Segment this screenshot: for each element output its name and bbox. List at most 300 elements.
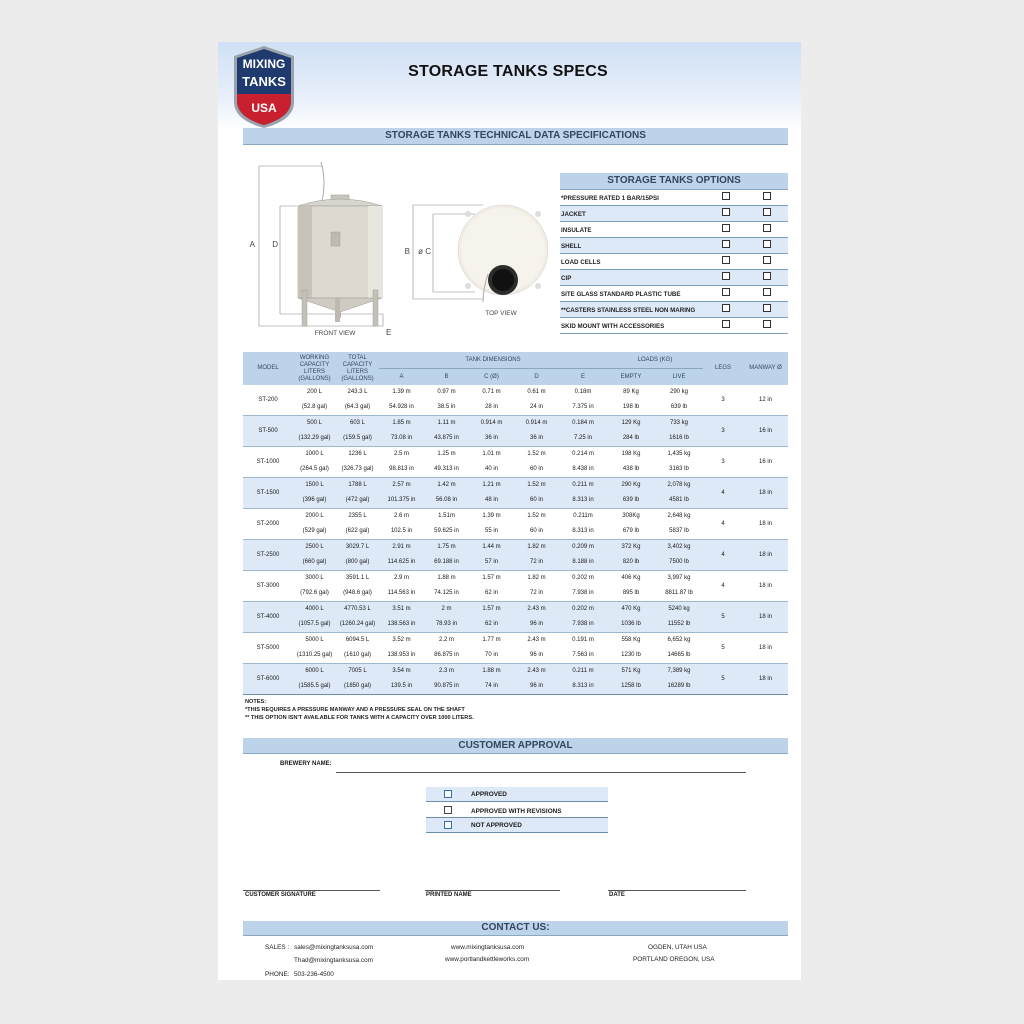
table-cell: 0.97 m <box>437 389 456 395</box>
option-label: JACKET <box>561 211 586 218</box>
table-cell: (326.73 gal) <box>336 462 379 478</box>
option-checkbox[interactable] <box>722 272 730 280</box>
table-row <box>243 664 788 680</box>
contact-section-header: CONTACT US: <box>243 921 788 936</box>
table-cell: 8.438 in <box>559 462 607 478</box>
table-cell: (1850 gal) <box>336 679 379 695</box>
table-cell: 1.85 m <box>379 416 424 432</box>
table-cell: 2,078 kg <box>655 478 703 494</box>
table-cell: 57 in <box>469 555 514 571</box>
table-cell: 59.625 in <box>424 524 469 540</box>
notes <box>245 698 474 722</box>
website-link[interactable]: www.portlandkettleworks.com <box>445 956 530 963</box>
location-portland: PORTLAND OREGON, USA <box>633 956 715 963</box>
table-cell: 0.202 m <box>559 602 607 618</box>
table-cell: 1258 lb <box>607 679 655 695</box>
table-cell: (132.29 gal) <box>293 431 336 447</box>
table-cell: 1.52 m <box>527 513 546 519</box>
printed-name-label: PRINTED NAME <box>426 892 472 898</box>
table-cell: 70 in <box>469 648 514 664</box>
table-cell: 89 Kg <box>623 389 639 395</box>
table-cell: 72 in <box>514 586 559 602</box>
table-cell: 2.9 m <box>393 575 409 581</box>
table-cell: 49.313 in <box>424 462 469 478</box>
table-cell: 1.82 m <box>527 575 546 581</box>
not-approved-checkbox[interactable] <box>444 821 452 829</box>
header-manway: MANWAY Ø <box>743 352 788 385</box>
table-cell-model: ST-3000 <box>243 571 293 602</box>
table-cell: 11552 lb <box>655 617 703 633</box>
table-cell-model: ST-500 <box>243 416 293 447</box>
table-cell: 36 in <box>514 431 559 447</box>
table-cell: 0.61 m <box>527 389 546 395</box>
dim-label-b: B <box>404 247 410 256</box>
option-row <box>560 222 788 238</box>
spec-sheet-page <box>218 42 801 980</box>
option-label: SKID MOUNT WITH ACCESSORIES <box>561 323 665 330</box>
table-cell: (472 gal) <box>336 493 379 509</box>
option-checkbox[interactable] <box>763 288 771 296</box>
table-cell: 733 kg <box>655 416 703 432</box>
table-cell: 2.5 m <box>393 451 409 457</box>
table-cell: 7005 L <box>336 664 379 680</box>
table-cell: 470 Kg <box>607 602 655 618</box>
table-cell: 820 lb <box>607 555 655 571</box>
option-checkbox[interactable] <box>763 208 771 216</box>
table-cell-model: ST-2500 <box>243 540 293 571</box>
table-cell: 129 Kg <box>607 416 655 432</box>
table-cell: 62 in <box>469 617 514 633</box>
table-cell: 3,402 kg <box>655 540 703 556</box>
table-cell: 7500 lb <box>655 555 703 571</box>
option-label: *PRESSURE RATED 1 BAR/15PSI <box>561 195 659 202</box>
table-cell-manway: 18 in <box>743 633 788 664</box>
front-view-label: FRONT VIEW <box>314 330 356 337</box>
table-cell: 96 in <box>514 648 559 664</box>
table-row <box>243 416 788 432</box>
option-checkbox[interactable] <box>722 320 730 328</box>
table-cell: 1.42 m <box>424 478 469 494</box>
table-cell-model: ST-1500 <box>243 478 293 509</box>
approval-option-not-approved[interactable] <box>426 817 608 833</box>
table-cell: 2500 L <box>293 540 336 556</box>
table-cell: 2.6 m <box>393 513 409 519</box>
table-cell: 0.211m <box>573 513 593 519</box>
option-row <box>560 286 788 302</box>
table-cell: 406 Kg <box>621 575 641 581</box>
date-field[interactable] <box>608 890 746 891</box>
table-cell: 558 Kg <box>621 637 641 643</box>
table-cell-legs: 3 <box>703 447 743 478</box>
table-cell: 8.313 in <box>559 679 607 695</box>
table-cell: 0.184 m <box>559 416 607 432</box>
phone-number: 503-236-4500 <box>294 971 334 978</box>
table-cell: 6,652 kg <box>667 637 691 643</box>
table-cell: 571 Kg <box>607 664 655 680</box>
website-link[interactable]: www.mixingtanksusa.com <box>451 944 525 951</box>
table-cell: 243.3 L <box>347 389 368 395</box>
table-cell: 74.125 in <box>424 586 469 602</box>
table-cell: 48 in <box>469 493 514 509</box>
spec-table-body <box>243 385 788 695</box>
table-cell: 1.75 m <box>424 540 469 556</box>
page-title: STORAGE TANKS SPECS <box>408 63 608 80</box>
table-cell: 5000 L <box>305 637 324 643</box>
spec-section-header: STORAGE TANKS TECHNICAL DATA SPECIFICATIONS <box>243 128 788 145</box>
customer-signature-label: CUSTOMER SIGNATURE <box>245 892 316 898</box>
option-label: SITE GLASS STANDARD PLASTIC TUBE <box>561 291 681 298</box>
table-cell-legs: 5 <box>703 633 743 664</box>
table-cell: 56.08 in <box>424 493 469 509</box>
table-cell: 0.914 m <box>514 416 559 432</box>
option-label: LOAD CELLS <box>561 259 601 266</box>
table-cell: 1,435 kg <box>667 451 691 457</box>
note-line: ** THIS OPTION ISN'T AVAILABLE FOR TANKS WITH A CAPACITY OVER 1000 LITERS. <box>245 715 474 721</box>
header-a: A <box>379 369 424 386</box>
table-cell: 0.71 m <box>482 389 501 395</box>
header-live: LIVE <box>655 369 703 386</box>
table-cell: 0.191 m <box>572 637 594 643</box>
table-cell: 7.938 in <box>559 586 607 602</box>
table-cell: 8.313 in <box>559 524 607 540</box>
table-cell: 2.91 m <box>379 540 424 556</box>
table-cell: 1.52 m <box>514 478 559 494</box>
table-cell: 0.211 m <box>559 664 607 680</box>
table-cell: 0.211 m <box>559 478 607 494</box>
table-cell: (396 gal) <box>293 493 336 509</box>
header-b: B <box>424 369 469 386</box>
table-cell: 0.214 m <box>572 451 594 457</box>
header-legs: LEGS <box>703 352 743 385</box>
table-cell: 1.39 m <box>482 513 501 519</box>
option-checkbox[interactable] <box>722 256 730 264</box>
header-c: C (Ø) <box>469 369 514 386</box>
table-cell: 1.88 m <box>437 575 456 581</box>
option-checkbox[interactable] <box>722 224 730 232</box>
table-cell: (800 gal) <box>336 555 379 571</box>
dim-label-c: ø C <box>418 247 431 256</box>
table-cell-manway: 18 in <box>743 509 788 540</box>
table-cell: 0.914 m <box>469 416 514 432</box>
table-cell: 7.563 in <box>559 648 607 664</box>
approval-section-header: CUSTOMER APPROVAL <box>243 738 788 754</box>
table-cell: (1057.5 gal) <box>293 617 336 633</box>
table-cell: 639 lb <box>607 493 655 509</box>
table-cell: 90.875 in <box>424 679 469 695</box>
option-checkbox[interactable] <box>722 304 730 312</box>
option-row <box>560 318 788 334</box>
table-cell-manway: 18 in <box>743 664 788 695</box>
table-cell: 8.313 in <box>559 493 607 509</box>
table-cell: 54.928 in <box>379 400 424 416</box>
table-cell: 1230 lb <box>607 648 655 664</box>
table-cell: (264.5 gal) <box>293 462 336 478</box>
table-cell: 102.5 in <box>379 524 424 540</box>
table-cell: 3.54 m <box>379 664 424 680</box>
table-cell-manway: 18 in <box>743 478 788 509</box>
table-row <box>243 602 788 618</box>
table-cell: 3591.1 L <box>345 575 370 581</box>
table-row <box>243 540 788 556</box>
table-cell: 62 in <box>469 586 514 602</box>
option-checkbox[interactable] <box>763 240 771 248</box>
table-cell: 60 in <box>514 493 559 509</box>
table-cell: 1236 L <box>348 451 367 457</box>
table-cell: 7.375 in <box>559 400 607 416</box>
table-cell: 5240 kg <box>655 602 703 618</box>
option-label: CIP <box>561 275 572 282</box>
table-cell: 114.625 in <box>379 555 424 571</box>
table-cell: (660 gal) <box>293 555 336 571</box>
option-checkbox[interactable] <box>722 208 730 216</box>
option-checkbox[interactable] <box>722 240 730 248</box>
table-cell: 43.875 in <box>424 431 469 447</box>
table-cell: (64.3 gal) <box>336 400 379 416</box>
table-cell-manway: 12 in <box>743 385 788 416</box>
not-approved-label: NOT APPROVED <box>471 822 522 829</box>
thad-email-link[interactable]: Thad@mixingtanksusa.com <box>294 957 373 964</box>
customer-signature-field[interactable] <box>243 890 380 891</box>
approved-revisions-checkbox[interactable] <box>444 806 452 814</box>
header-working: WORKING CAPACITY LITERS (GALLONS) <box>293 352 336 385</box>
table-cell-model: ST-2000 <box>243 509 293 540</box>
table-cell: 3,997 kg <box>667 575 691 581</box>
table-cell: 1.57 m <box>469 602 514 618</box>
table-cell: 96 in <box>514 617 559 633</box>
option-row <box>560 238 788 254</box>
option-row <box>560 254 788 270</box>
table-cell: 4770.53 L <box>336 602 379 618</box>
table-cell: 200 L <box>306 389 322 395</box>
table-cell: 1616 lb <box>655 431 703 447</box>
table-cell: 1.25 m <box>437 451 456 457</box>
table-cell: 40 in <box>469 462 514 478</box>
table-cell-legs: 4 <box>703 571 743 602</box>
phone-label: PHONE: <box>265 971 290 978</box>
table-cell: 0.18m <box>574 389 592 395</box>
tank-drawing <box>243 154 563 344</box>
logo-line3: USA <box>251 101 277 115</box>
option-row <box>560 302 788 318</box>
table-cell: 1036 lb <box>607 617 655 633</box>
table-cell: 36 in <box>469 431 514 447</box>
table-cell: 4581 lb <box>655 493 703 509</box>
option-row <box>560 190 788 206</box>
options-title: STORAGE TANKS OPTIONS <box>560 173 788 190</box>
approved-label: APPROVED <box>471 791 507 798</box>
table-cell: (1585.5 gal) <box>293 679 336 695</box>
option-checkbox[interactable] <box>722 288 730 296</box>
header-model: MODEL <box>243 352 293 385</box>
table-cell-legs: 4 <box>703 509 743 540</box>
options-panel <box>560 173 788 334</box>
table-cell: 1000 L <box>305 451 324 457</box>
dim-label-d: D <box>272 240 278 249</box>
table-cell: 2000 L <box>305 513 324 519</box>
location-ogden: OGDEN, UTAH USA <box>648 944 707 951</box>
table-cell-manway: 16 in <box>743 447 788 478</box>
header-background <box>218 42 801 130</box>
table-cell: 3029.7 L <box>336 540 379 556</box>
table-cell: 198 Kg <box>621 451 641 457</box>
table-cell: 2.43 m <box>514 664 559 680</box>
notes-title: NOTES: <box>245 699 267 705</box>
table-cell: 3163 lb <box>655 462 703 478</box>
table-cell: 7,389 kg <box>655 664 703 680</box>
table-cell: (52.8 gal) <box>293 400 336 416</box>
option-checkbox[interactable] <box>763 224 771 232</box>
table-cell: 0.209 m <box>559 540 607 556</box>
table-cell: (1260.24 gal) <box>336 617 379 633</box>
approved-revisions-label: APPROVED WITH REVISIONS <box>471 808 562 815</box>
approval-option-revisions[interactable] <box>426 803 608 817</box>
table-cell-manway: 18 in <box>743 571 788 602</box>
table-cell-model: ST-5000 <box>243 633 293 664</box>
table-cell-model: ST-1000 <box>243 447 293 478</box>
table-cell: (1610 gal) <box>336 648 379 664</box>
table-cell: 1.39 m <box>392 389 411 395</box>
table-cell: 1.77 m <box>482 637 501 643</box>
table-cell: 1.01 m <box>482 451 501 457</box>
sales-label: SALES : <box>265 944 290 951</box>
table-cell: 7.938 in <box>559 617 607 633</box>
front-view-drawing <box>250 162 392 337</box>
table-cell: 603 L <box>336 416 379 432</box>
table-cell: 72 in <box>514 555 559 571</box>
table-cell-manway: 16 in <box>743 416 788 447</box>
table-cell: 73.08 in <box>379 431 424 447</box>
table-cell: 69.188 in <box>424 555 469 571</box>
printed-name-field[interactable] <box>425 890 560 891</box>
brewery-name-field[interactable] <box>336 772 746 773</box>
table-cell: (792.6 gal) <box>293 586 336 602</box>
header-loads: LOADS (KG) <box>607 352 703 369</box>
table-cell: 24 in <box>514 400 559 416</box>
option-label: **CASTERS STAINLESS STEEL NON MARING <box>561 307 696 314</box>
table-row <box>243 509 788 525</box>
table-cell: 98.813 in <box>379 462 424 478</box>
table-cell: 500 L <box>293 416 336 432</box>
table-cell: 284 lb <box>607 431 655 447</box>
table-cell: 1.44 m <box>469 540 514 556</box>
option-checkbox[interactable] <box>722 192 730 200</box>
option-checkbox[interactable] <box>763 304 771 312</box>
table-cell: 1.57 m <box>482 575 501 581</box>
table-row <box>243 447 788 463</box>
option-checkbox[interactable] <box>763 256 771 264</box>
option-label: SHELL <box>561 243 582 250</box>
table-cell: 2.43 m <box>527 637 546 643</box>
table-cell: 14665 lb <box>655 648 703 664</box>
table-cell: 74 in <box>469 679 514 695</box>
logo-line1: MIXING <box>242 57 286 71</box>
table-cell: 1.51m <box>438 513 455 519</box>
sales-email-link[interactable]: sales@mixingtanksusa.com <box>294 944 374 951</box>
table-cell: 38.5 in <box>424 400 469 416</box>
note-line: *THIS REQUIRES A PRESSURE MANWAY AND A PRESSURE SEAL ON THE SHAFT <box>245 707 465 713</box>
table-cell: 8811.87 lb <box>655 586 703 602</box>
table-cell: 139.5 in <box>379 679 424 695</box>
table-cell: 0.202 m <box>572 575 594 581</box>
table-cell: 86.875 in <box>424 648 469 664</box>
table-cell: 1.88 m <box>469 664 514 680</box>
table-cell-model: ST-4000 <box>243 602 293 633</box>
table-cell-legs: 5 <box>703 664 743 695</box>
table-cell: 6000 L <box>293 664 336 680</box>
option-label: INSULATE <box>561 227 592 234</box>
table-cell: 1.52 m <box>527 451 546 457</box>
table-cell: 3000 L <box>305 575 324 581</box>
table-cell: 60 in <box>514 462 559 478</box>
table-cell-model: ST-200 <box>243 385 293 416</box>
table-cell-legs: 3 <box>703 385 743 416</box>
table-cell: 372 Kg <box>607 540 655 556</box>
option-row <box>560 206 788 222</box>
table-cell: 114.563 in <box>379 586 424 602</box>
table-cell: 2.2 m <box>438 637 454 643</box>
table-cell: 438 lb <box>607 462 655 478</box>
table-cell: 3.52 m <box>392 637 411 643</box>
table-row <box>243 478 788 494</box>
header-empty: EMPTY <box>607 369 655 386</box>
table-cell-legs: 5 <box>703 602 743 633</box>
table-cell: 679 lb <box>607 524 655 540</box>
brewery-name-label: BREWERY NAME: <box>280 761 332 767</box>
table-row <box>243 571 788 587</box>
table-cell-manway: 18 in <box>743 540 788 571</box>
table-cell: 1.11 m <box>424 416 469 432</box>
table-cell: 1.21 m <box>469 478 514 494</box>
table-cell: 60 in <box>514 524 559 540</box>
logo-line2: TANKS <box>242 74 286 89</box>
table-cell: (1310.25 gal) <box>293 648 336 664</box>
approved-checkbox[interactable] <box>444 790 452 798</box>
table-row <box>243 633 788 649</box>
table-cell: 2,648 kg <box>667 513 691 519</box>
option-checkbox[interactable] <box>763 320 771 328</box>
table-cell-legs: 4 <box>703 478 743 509</box>
table-cell: 78.93 in <box>424 617 469 633</box>
table-cell: 198 lb <box>607 400 655 416</box>
table-cell: 1500 L <box>293 478 336 494</box>
table-cell: 895 lb <box>607 586 655 602</box>
dim-label-e: E <box>386 328 392 337</box>
table-cell: 2.3 m <box>424 664 469 680</box>
table-cell: 7.25 in <box>559 431 607 447</box>
option-checkbox[interactable] <box>763 192 771 200</box>
approval-option-approved[interactable] <box>426 787 608 802</box>
table-cell: 5837 lb <box>655 524 703 540</box>
option-checkbox[interactable] <box>763 272 771 280</box>
table-cell: 1788 L <box>336 478 379 494</box>
top-view-label: TOP VIEW <box>485 310 517 317</box>
table-cell: 308Kg <box>622 513 640 519</box>
table-cell: (948.6 gal) <box>336 586 379 602</box>
header-total: TOTAL CAPACITY LITERS (GALLONS) <box>336 352 379 385</box>
header-d: D <box>514 369 559 386</box>
table-cell: 2 m <box>424 602 469 618</box>
table-cell: 96 in <box>514 679 559 695</box>
table-cell-manway: 18 in <box>743 602 788 633</box>
table-cell-legs: 4 <box>703 540 743 571</box>
table-cell: 2.43 m <box>514 602 559 618</box>
table-cell-model: ST-6000 <box>243 664 293 695</box>
table-cell: 8.188 in <box>559 555 607 571</box>
table-cell: 101.375 in <box>379 493 424 509</box>
header-e: E <box>559 369 607 386</box>
top-view-drawing <box>405 205 548 317</box>
table-cell: 138.563 in <box>379 617 424 633</box>
